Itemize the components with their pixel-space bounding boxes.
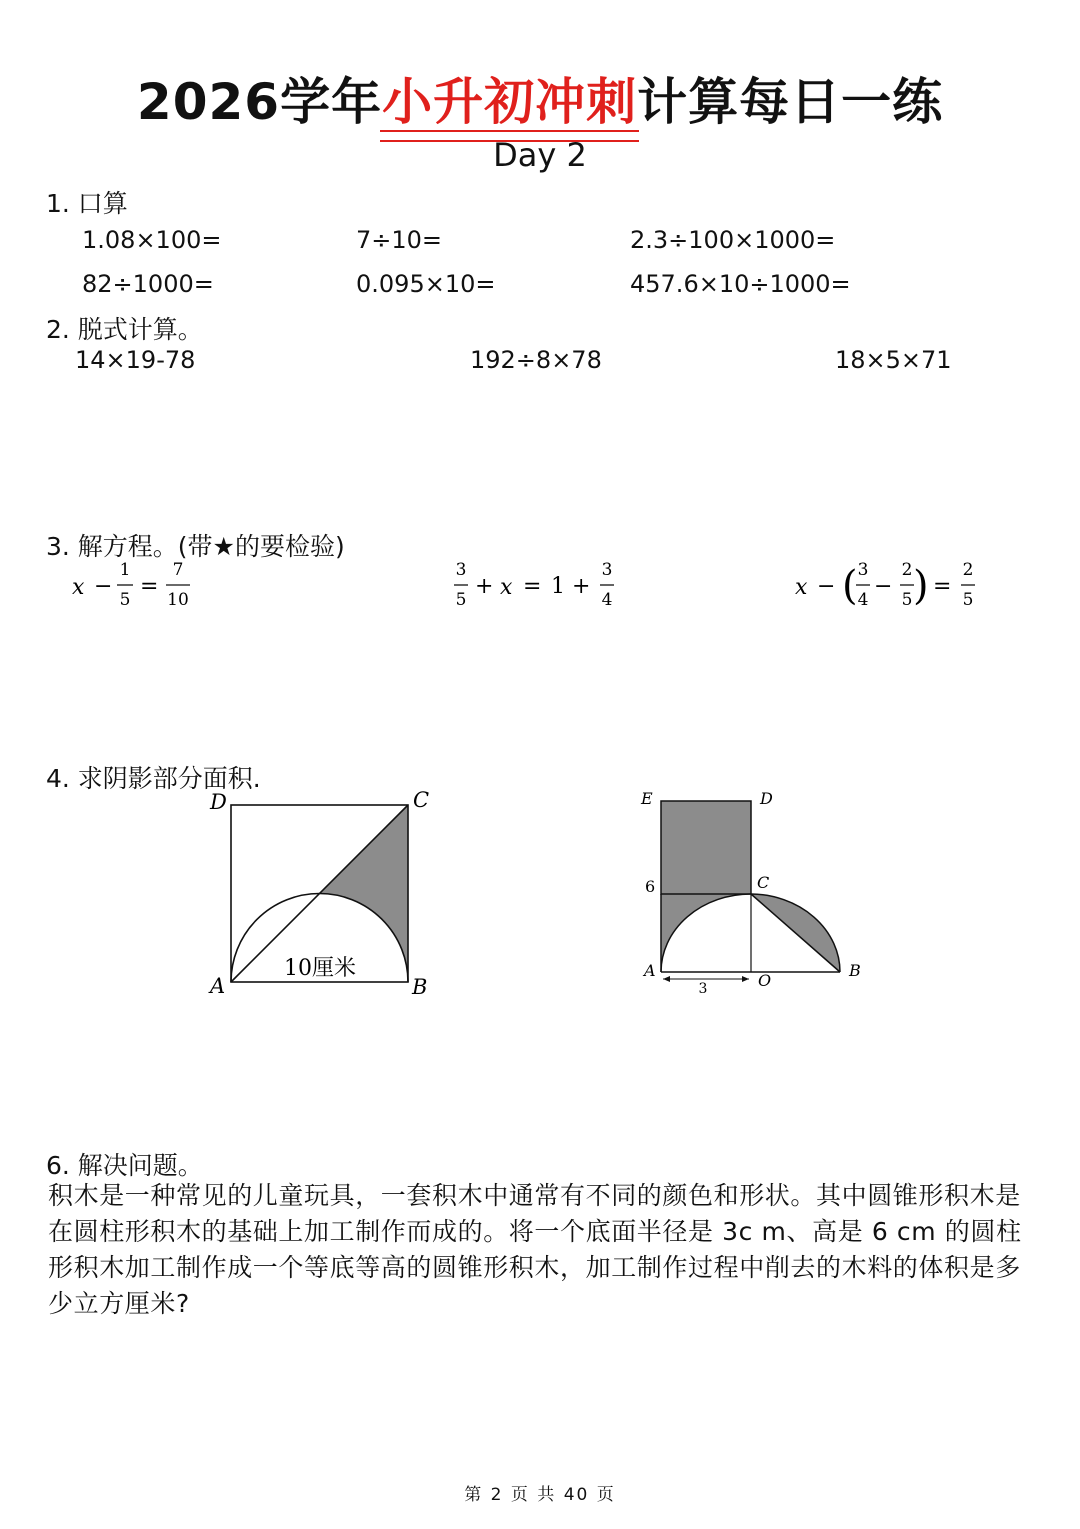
svg-text:1: 1 (551, 574, 565, 599)
equation-1 (72, 560, 190, 610)
label-a: A (210, 974, 226, 998)
svg-text:5: 5 (962, 590, 974, 610)
q2-item: 192÷8×78 (470, 346, 602, 374)
q1-item: 1.08×100= (82, 226, 222, 254)
svg-text:3: 3 (857, 560, 869, 580)
label-o: O (758, 971, 772, 990)
svg-text:): ) (913, 563, 929, 609)
svg-text:2: 2 (901, 560, 913, 580)
q1-item: 82÷1000= (82, 270, 214, 298)
page-title: 2026学年小升初冲刺计算每日一练 (0, 62, 1080, 134)
figure-2 (630, 785, 870, 1000)
q2-item: 18×5×71 (835, 346, 952, 374)
label-e: E (641, 789, 653, 808)
equation-2 (454, 560, 614, 610)
label-a: A (644, 961, 656, 980)
svg-text:−: − (817, 574, 836, 599)
arrow-head-left (663, 976, 670, 982)
svg-text:10: 10 (167, 590, 189, 610)
figure-1 (200, 785, 440, 1000)
base-label: 3 (698, 981, 708, 997)
svg-text:+: + (572, 574, 591, 599)
q3-heading: 3. 解方程。(带★的要检验) (46, 532, 345, 561)
q1-item: 457.6×10÷1000= (630, 270, 851, 298)
q6-problem-text: 积木是一种常见的儿童玩具，一套积木中通常有不同的颜色和形状。其中圆锥形积木是在圆柱形积木的基础上加工制作而成的。将一个底面半径是 3c m、高是 6 cm 的圆柱形积木加工制作成一个等底等高的圆锥形积木，加工制作过程中削去的木料的体积是多少立方厘米? (48, 1181, 1022, 1318)
svg-text:−: − (874, 574, 893, 599)
dimension-label: 10厘米 (284, 956, 356, 981)
svg-text:2: 2 (962, 560, 974, 580)
svg-text:4: 4 (601, 590, 613, 610)
svg-text:−: − (94, 574, 113, 599)
svg-text:5: 5 (901, 590, 913, 610)
svg-text:3: 3 (455, 560, 467, 580)
title-highlight: 小升初冲刺 (382, 62, 637, 134)
q2-item: 14×19-78 (75, 346, 196, 374)
svg-text:x: x (500, 575, 513, 600)
svg-text:=: = (140, 574, 159, 599)
svg-text:5: 5 (119, 590, 131, 610)
svg-text:=: = (523, 574, 542, 599)
equation-3 (795, 560, 975, 610)
height-label: 6 (645, 877, 656, 896)
page-subtitle: Day 2 (493, 136, 587, 174)
svg-text:(: ( (842, 563, 858, 609)
svg-text:4: 4 (857, 590, 869, 610)
shaded-region-left (661, 801, 751, 972)
svg-text:=: = (933, 574, 952, 599)
q2-heading: 2. 脱式计算。 (46, 315, 203, 344)
svg-text:7: 7 (172, 560, 184, 580)
svg-text:x: x (72, 575, 85, 600)
svg-text:3: 3 (601, 560, 613, 580)
q6-heading: 6. 解决问题。 (46, 1151, 203, 1180)
label-c: C (413, 788, 430, 812)
svg-text:5: 5 (455, 590, 467, 610)
equations-row (0, 555, 1080, 617)
label-c: C (757, 873, 770, 892)
label-d: D (760, 789, 773, 808)
q1-item: 0.095×10= (356, 270, 496, 298)
q1-item: 2.3÷100×1000= (630, 226, 836, 254)
label-b: B (412, 975, 428, 999)
arrow-head-right (742, 976, 749, 982)
q1-heading: 1. 口算 (46, 189, 128, 218)
svg-text:1: 1 (119, 560, 131, 580)
page-footer: 第 2 页 共 40 页 (464, 1485, 616, 1505)
svg-text:+: + (475, 574, 494, 599)
q1-item: 7÷10= (356, 226, 443, 254)
label-b: B (849, 961, 861, 980)
svg-text:x: x (795, 575, 808, 600)
label-d: D (210, 790, 227, 814)
q4-heading: 4. 求阴影部分面积. (46, 764, 261, 793)
